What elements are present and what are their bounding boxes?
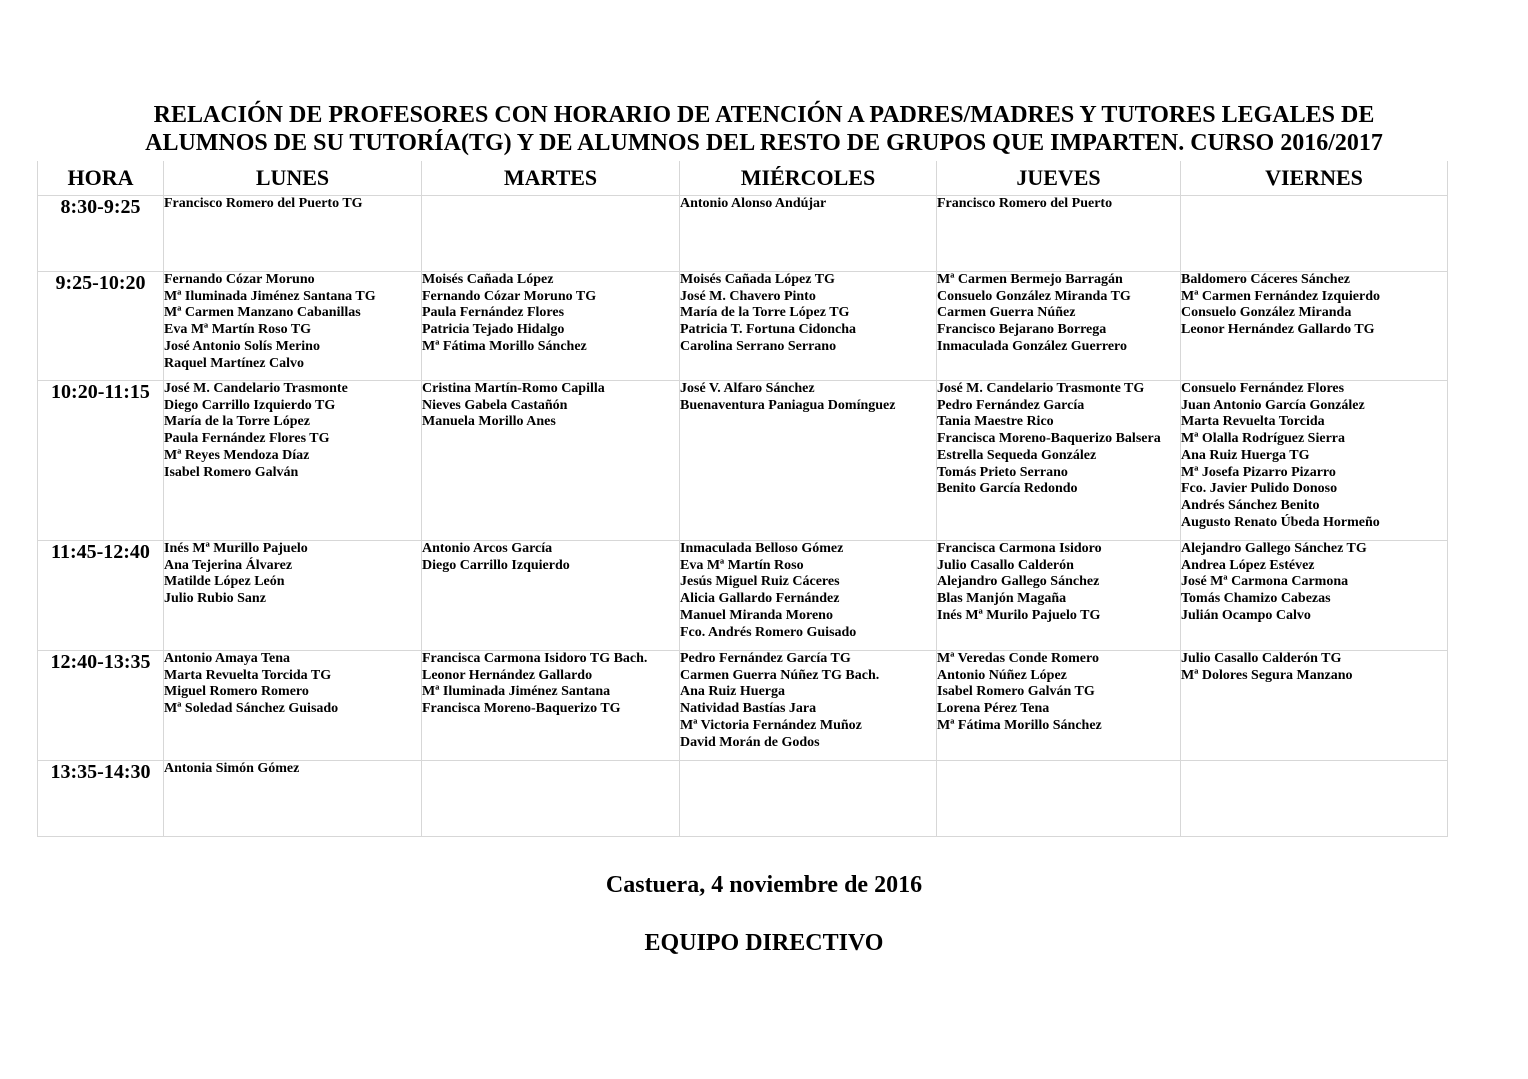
cell-jueves bbox=[937, 651, 1181, 761]
teacher-name: Lorena Pérez Tena bbox=[937, 701, 1050, 717]
teacher-name: Nieves Gabela Castañón bbox=[422, 397, 568, 413]
teacher-name: Cristina Martín-Romo Capilla bbox=[422, 381, 605, 396]
teacher-name: Alejandro Gallego Sánchez bbox=[937, 574, 1100, 590]
header-lunes: LUNES bbox=[164, 161, 422, 196]
teacher-name: Carmen Guerra Núñez bbox=[937, 305, 1076, 321]
teacher-name: Paula Fernández Flores bbox=[422, 305, 565, 321]
teacher-name: Diego Carrillo Izquierdo TG bbox=[164, 397, 336, 413]
teacher-name: Leonor Hernández Gallardo bbox=[422, 667, 593, 683]
teacher-name: Antonio Núñez López bbox=[937, 667, 1067, 683]
teacher-name: Consuelo Fernández Flores bbox=[1181, 381, 1345, 396]
teacher-name: Mª Fátima Morillo Sánchez bbox=[937, 717, 1102, 733]
cell-viernes bbox=[1181, 381, 1448, 541]
teacher-name: Juan Antonio García González bbox=[1181, 397, 1365, 413]
teacher-name: Isabel Romero Galván bbox=[164, 464, 299, 480]
cell-viernes bbox=[1181, 761, 1448, 837]
cell-jueves bbox=[937, 196, 1181, 272]
teacher-name: Francisco Romero del Puerto bbox=[937, 196, 1113, 211]
cell-miercoles bbox=[680, 381, 937, 541]
teacher-name: Marta Revuelta Torcida bbox=[1181, 414, 1325, 430]
title-line-1: RELACIÓN DE PROFESORES CON HORARIO DE ATENCIÓN A PADRES/MADRES Y TUTORES LEGALES DE bbox=[153, 102, 1375, 128]
teacher-name: Francisca Moreno-Baquerizo Balsera bbox=[937, 431, 1161, 447]
teacher-name: Mª Iluminada Jiménez Santana TG bbox=[164, 288, 376, 304]
cell-miercoles bbox=[680, 541, 937, 651]
header-viernes: VIERNES bbox=[1181, 161, 1448, 196]
teacher-name: Jesús Miguel Ruiz Cáceres bbox=[680, 574, 840, 590]
cell-miercoles bbox=[680, 196, 937, 272]
cell-miercoles bbox=[680, 761, 937, 837]
cell-martes bbox=[422, 651, 680, 761]
schedule-row bbox=[38, 272, 1448, 381]
teacher-name: Julio Casallo Calderón TG bbox=[1181, 651, 1342, 666]
teacher-name: Fco. Andrés Romero Guisado bbox=[680, 624, 857, 640]
teacher-name: Mª Josefa Pizarro Pizarro bbox=[1181, 464, 1336, 480]
teacher-name: Julián Ocampo Calvo bbox=[1181, 607, 1311, 623]
teacher-name: Mª Iluminada Jiménez Santana bbox=[422, 684, 611, 700]
teacher-name: Diego Carrillo Izquierdo bbox=[422, 557, 570, 573]
time-slot: 12:40-13:35 bbox=[38, 651, 164, 761]
teacher-name: Natividad Bastías Jara bbox=[680, 701, 817, 717]
cell-miercoles bbox=[680, 651, 937, 761]
header-martes: MARTES bbox=[422, 161, 680, 196]
cell-viernes bbox=[1181, 651, 1448, 761]
teacher-name: Mª Reyes Mendoza Díaz bbox=[164, 447, 310, 463]
teacher-name: Pedro Fernández García bbox=[937, 397, 1085, 413]
cell-martes bbox=[422, 761, 680, 837]
signature-block: EQUIPO DIRECTIVO bbox=[644, 930, 884, 956]
teacher-name: Mª Veredas Conde Romero bbox=[937, 651, 1099, 666]
cell-martes bbox=[422, 196, 680, 272]
teacher-name: Manuel Miranda Moreno bbox=[680, 607, 833, 623]
teacher-name: Baldomero Cáceres Sánchez bbox=[1181, 272, 1351, 287]
teacher-name: Alejandro Gallego Sánchez TG bbox=[1181, 541, 1367, 556]
teacher-name: Fco. Javier Pulido Donoso bbox=[1181, 481, 1338, 497]
teacher-name: Augusto Renato Úbeda Hormeño bbox=[1181, 514, 1380, 530]
teacher-name: Inés Mª Murilo Pajuelo TG bbox=[937, 607, 1101, 623]
document-title bbox=[0, 101, 1528, 157]
schedule-row bbox=[38, 196, 1448, 272]
teacher-name: Tomás Prieto Serrano bbox=[937, 464, 1068, 480]
teacher-name: María de la Torre López bbox=[164, 414, 310, 430]
teacher-name: Benito García Redondo bbox=[937, 481, 1078, 497]
place-date: Castuera, 4 noviembre de 2016 bbox=[605, 872, 923, 898]
cell-lunes bbox=[164, 272, 422, 381]
teacher-name: Francisca Moreno-Baquerizo TG bbox=[422, 701, 621, 717]
teacher-name: Eva Mª Martín Roso bbox=[680, 557, 804, 573]
schedule-row bbox=[38, 381, 1448, 541]
cell-viernes bbox=[1181, 196, 1448, 272]
header-hora: HORA bbox=[38, 161, 164, 196]
teacher-name: Buenaventura Paniagua Domínguez bbox=[680, 397, 896, 413]
teacher-name: Antonia Simón Gómez bbox=[164, 761, 300, 776]
teacher-name: Fernando Cózar Moruno bbox=[164, 272, 315, 287]
cell-jueves bbox=[937, 381, 1181, 541]
teacher-name: Andrea López Estévez bbox=[1181, 557, 1315, 573]
cell-lunes bbox=[164, 381, 422, 541]
teacher-name: Mª Fátima Morillo Sánchez bbox=[422, 338, 587, 354]
time-slot: 10:20-11:15 bbox=[38, 381, 164, 541]
time-slot: 9:25-10:20 bbox=[38, 272, 164, 381]
teacher-name: Julio Casallo Calderón bbox=[937, 557, 1074, 573]
teacher-name: Carmen Guerra Núñez TG Bach. bbox=[680, 667, 880, 683]
time-slot: 13:35-14:30 bbox=[38, 761, 164, 837]
teacher-name: Estrella Sequeda González bbox=[937, 447, 1097, 463]
teacher-name: Andrés Sánchez Benito bbox=[1181, 497, 1320, 513]
teacher-name: Ana Ruiz Huerga TG bbox=[1181, 447, 1310, 463]
teacher-name: Blas Manjón Magaña bbox=[937, 591, 1067, 607]
teacher-name: Tania Maestre Rico bbox=[937, 414, 1054, 430]
teacher-name: Mª Carmen Bermejo Barragán bbox=[937, 272, 1123, 287]
header-miercoles: MIÉRCOLES bbox=[680, 161, 937, 196]
teacher-name: Isabel Romero Galván TG bbox=[937, 684, 1095, 700]
time-slot: 11:45-12:40 bbox=[38, 541, 164, 651]
schedule-table bbox=[37, 161, 1448, 837]
teacher-name: Carolina Serrano Serrano bbox=[680, 338, 837, 354]
teacher-name: Moisés Cañada López bbox=[422, 272, 554, 287]
teacher-name: Matilde López León bbox=[164, 574, 285, 590]
teacher-name: Consuelo González Miranda bbox=[1181, 305, 1352, 321]
cell-miercoles bbox=[680, 272, 937, 381]
teacher-name: José M. Candelario Trasmonte TG bbox=[937, 381, 1145, 396]
teacher-name: José M. Candelario Trasmonte bbox=[164, 381, 348, 396]
teacher-name: Antonio Alonso Andújar bbox=[680, 196, 827, 211]
schedule-row bbox=[38, 541, 1448, 651]
cell-jueves bbox=[937, 761, 1181, 837]
cell-lunes bbox=[164, 196, 422, 272]
teacher-name: Francisco Romero del Puerto TG bbox=[164, 196, 363, 211]
teacher-name: Julio Rubio Sanz bbox=[164, 591, 266, 607]
teacher-name: Mª Soledad Sánchez Guisado bbox=[164, 701, 339, 717]
teacher-name: Leonor Hernández Gallardo TG bbox=[1181, 322, 1375, 338]
teacher-name: Ana Tejerina Álvarez bbox=[164, 557, 293, 573]
teacher-name: Francisco Bejarano Borrega bbox=[937, 322, 1107, 338]
time-slot: 8:30-9:25 bbox=[38, 196, 164, 272]
schedule-row bbox=[38, 651, 1448, 761]
teacher-name: Antonio Arcos García bbox=[422, 541, 553, 556]
teacher-name: Francisca Carmona Isidoro TG Bach. bbox=[422, 651, 648, 666]
teacher-name: Antonio Amaya Tena bbox=[164, 651, 291, 666]
cell-lunes bbox=[164, 541, 422, 651]
teacher-name: Raquel Martínez Calvo bbox=[164, 355, 304, 371]
teacher-name: Mª Carmen Fernández Izquierdo bbox=[1181, 288, 1381, 304]
cell-viernes bbox=[1181, 272, 1448, 381]
teacher-name: José Antonio Solís Merino bbox=[164, 338, 320, 354]
teacher-name: Marta Revuelta Torcida TG bbox=[164, 667, 332, 683]
teacher-name: Eva Mª Martín Roso TG bbox=[164, 322, 312, 338]
teacher-name: Miguel Romero Romero bbox=[164, 684, 309, 700]
cell-martes bbox=[422, 541, 680, 651]
teacher-name: Paula Fernández Flores TG bbox=[164, 431, 330, 447]
cell-lunes bbox=[164, 761, 422, 837]
teacher-name: María de la Torre López TG bbox=[680, 305, 850, 321]
cell-martes bbox=[422, 381, 680, 541]
teacher-name: José M. Chavero Pinto bbox=[680, 288, 816, 304]
teacher-name: Mª Carmen Manzano Cabanillas bbox=[164, 305, 361, 321]
teacher-name: Inés Mª Murillo Pajuelo bbox=[164, 541, 308, 556]
teacher-name: Mª Dolores Segura Manzano bbox=[1181, 667, 1353, 683]
cell-martes bbox=[422, 272, 680, 381]
teacher-name: Pedro Fernández García TG bbox=[680, 651, 851, 666]
title-line-2: ALUMNOS DE SU TUTORÍA(TG) Y DE ALUMNOS DEL RESTO DE GRUPOS QUE IMPARTEN. CURSO 2016/2017 bbox=[145, 130, 1383, 156]
schedule-row bbox=[38, 761, 1448, 837]
teacher-name: Consuelo González Miranda TG bbox=[937, 288, 1131, 304]
teacher-name: Inmaculada Belloso Gómez bbox=[680, 541, 844, 556]
teacher-name: Moisés Cañada López TG bbox=[680, 272, 835, 287]
teacher-name: Patricia T. Fortuna Cidoncha bbox=[680, 322, 857, 338]
header-row bbox=[38, 161, 1448, 196]
teacher-name: Francisca Carmona Isidoro bbox=[937, 541, 1102, 556]
teacher-name: Mª Olalla Rodríguez Sierra bbox=[1181, 431, 1346, 447]
teacher-name: Patricia Tejado Hidalgo bbox=[422, 322, 565, 338]
header-jueves: JUEVES bbox=[937, 161, 1181, 196]
teacher-name: Inmaculada González Guerrero bbox=[937, 338, 1128, 354]
teacher-name: José Mª Carmona Carmona bbox=[1181, 574, 1349, 590]
cell-viernes bbox=[1181, 541, 1448, 651]
teacher-name: Tomás Chamizo Cabezas bbox=[1181, 591, 1331, 607]
cell-jueves bbox=[937, 541, 1181, 651]
cell-lunes bbox=[164, 651, 422, 761]
teacher-name: José V. Alfaro Sánchez bbox=[680, 381, 815, 396]
teacher-name: David Morán de Godos bbox=[680, 734, 820, 750]
cell-jueves bbox=[937, 272, 1181, 381]
teacher-name: Manuela Morillo Anes bbox=[422, 414, 556, 430]
teacher-name: Mª Victoria Fernández Muñoz bbox=[680, 717, 862, 733]
teacher-name: Fernando Cózar Moruno TG bbox=[422, 288, 597, 304]
teacher-name: Ana Ruiz Huerga bbox=[680, 684, 785, 700]
teacher-name: Alicia Gallardo Fernández bbox=[680, 591, 840, 607]
